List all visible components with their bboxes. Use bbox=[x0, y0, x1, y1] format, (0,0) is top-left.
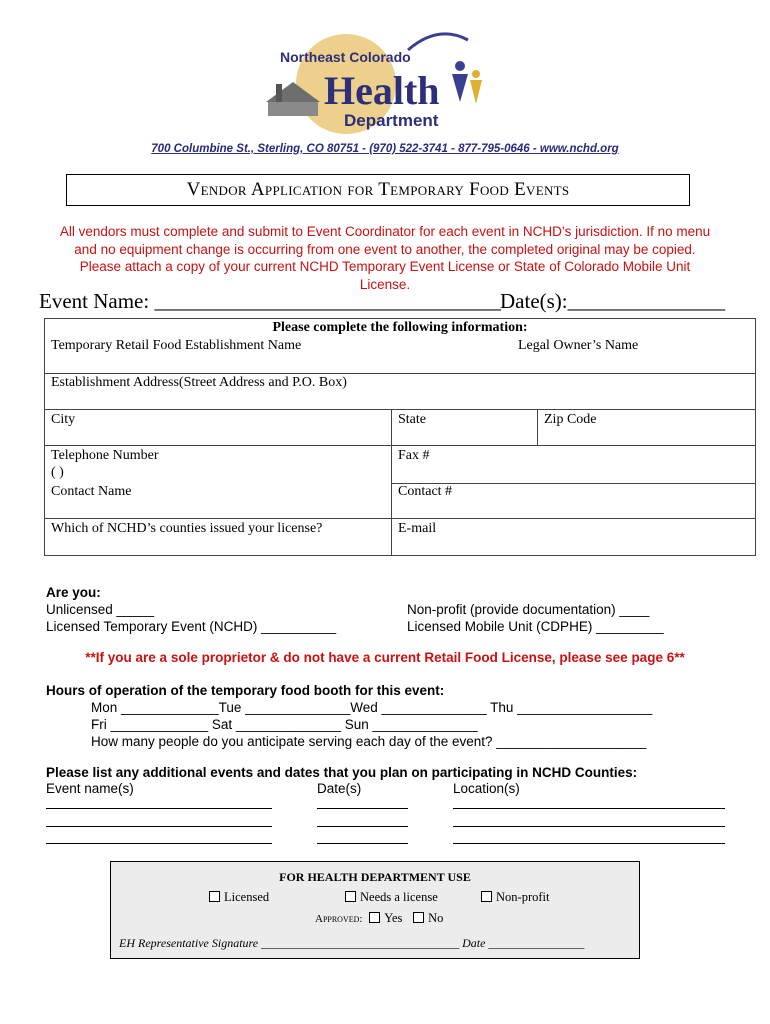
unlicensed-option[interactable]: Unlicensed _____ bbox=[46, 602, 155, 617]
fax-label[interactable]: Fax # bbox=[398, 448, 430, 463]
hd-licensed-label: Licensed bbox=[224, 890, 270, 904]
hd-no-label: No bbox=[428, 911, 444, 925]
hours-heading: Hours of operation of the temporary food booth for this event: bbox=[46, 683, 445, 698]
telephone-paren: ( ) bbox=[51, 465, 64, 480]
logo-figure-head-1 bbox=[455, 61, 465, 71]
logo-text-line1: Northeast Colorado bbox=[280, 49, 411, 65]
health-dept-use-box bbox=[110, 861, 640, 959]
form-title: Vendor Application for Temporary Food Events bbox=[66, 174, 690, 206]
checkbox-icon[interactable] bbox=[209, 891, 220, 902]
event-date-line[interactable] bbox=[317, 808, 408, 809]
contact-name-label[interactable]: Contact Name bbox=[51, 484, 132, 499]
intro-line-4: License. bbox=[359, 276, 411, 292]
event-name-line[interactable] bbox=[46, 808, 272, 809]
logo-figure-body-2 bbox=[470, 80, 482, 104]
licensed-temp-option[interactable]: Licensed Temporary Event (NCHD) __________ bbox=[46, 619, 337, 634]
event-name-line[interactable] bbox=[46, 826, 272, 827]
logo-figure-head-2 bbox=[472, 70, 480, 78]
intro-text bbox=[40, 223, 730, 293]
event-location-line[interactable] bbox=[453, 808, 725, 809]
hd-signature-line[interactable]: EH Representative Signature _________________________________ Date ________________ bbox=[119, 936, 585, 950]
checkbox-icon[interactable] bbox=[413, 912, 424, 923]
are-you-section-right bbox=[407, 601, 664, 635]
row-divider bbox=[45, 409, 755, 410]
sole-proprietor-note: **If you are a sole proprietor & do not have a current Retail Food License, please see page 6** bbox=[85, 650, 685, 665]
row-divider bbox=[45, 518, 755, 519]
row-divider bbox=[45, 373, 755, 374]
intro-line-3: Please attach a copy of your current NCHD Temporary Event License or State of Colorado Mobile Unit bbox=[79, 259, 691, 274]
zip-label[interactable]: Zip Code bbox=[544, 412, 597, 427]
email-label[interactable]: E-mail bbox=[398, 521, 437, 536]
checkbox-icon[interactable] bbox=[481, 891, 492, 902]
address-label[interactable]: Establishment Address(Street Address and P.O. Box) bbox=[51, 375, 347, 390]
info-table bbox=[44, 318, 756, 556]
intro-line-1: All vendors must complete and submit to Event Coordinator for each event in NCHD’s jurisdiction. If no menu bbox=[59, 224, 711, 239]
column-divider bbox=[391, 409, 392, 555]
logo-swoosh bbox=[408, 34, 468, 50]
intro-line-2: and no equipment change is occurring from one event to another, the completed original may be copied. bbox=[74, 241, 696, 257]
hd-needs-license-label: Needs a license bbox=[360, 890, 438, 904]
col-location: Location(s) bbox=[453, 781, 520, 796]
telephone-label[interactable]: Telephone Number bbox=[51, 448, 159, 463]
hd-heading: FOR HEALTH DEPARTMENT USE bbox=[279, 870, 471, 884]
event-date-line[interactable] bbox=[317, 826, 408, 827]
hd-approved-label: Approved: bbox=[315, 913, 363, 925]
hd-approved bbox=[315, 911, 443, 926]
licensed-mobile-option[interactable]: Licensed Mobile Unit (CDPHE) _________ bbox=[407, 619, 664, 634]
hd-yes-label: Yes bbox=[384, 911, 403, 925]
logo-text-line2: Health bbox=[324, 68, 440, 113]
event-location-line[interactable] bbox=[453, 843, 725, 844]
hours-row-2[interactable]: Fri _____________ Sat ______________ Sun ______________ bbox=[91, 717, 478, 732]
address-line[interactable]: 700 Columbine St., Sterling, CO 80751 - (970) 522-3741 - 877-795-0646 - www.nchd.org bbox=[151, 143, 619, 155]
state-label[interactable]: State bbox=[398, 412, 426, 427]
event-name-line[interactable] bbox=[46, 843, 272, 844]
nchd-logo bbox=[238, 22, 498, 134]
are-you-heading: Are you: bbox=[46, 585, 101, 600]
nonprofit-option[interactable]: Non-profit (provide documentation) ____ bbox=[407, 602, 650, 617]
contact-number-label[interactable]: Contact # bbox=[398, 484, 453, 499]
column-divider bbox=[537, 409, 538, 445]
col-dates: Date(s) bbox=[317, 781, 362, 796]
hd-non-profit[interactable] bbox=[481, 890, 549, 905]
are-you-section bbox=[46, 584, 336, 635]
event-name-field[interactable]: Event Name: _________________________________ bbox=[39, 289, 501, 313]
events-heading: Please list any additional events and dates that you plan on participating in NCHD Counties: bbox=[46, 765, 638, 780]
hours-row-1[interactable]: Mon _____________Tue ______________Wed ______________ Thu __________________ bbox=[91, 700, 653, 715]
city-label[interactable]: City bbox=[51, 412, 76, 427]
event-location-line[interactable] bbox=[453, 826, 725, 827]
event-date-line[interactable] bbox=[317, 843, 408, 844]
legal-owner-label[interactable]: Legal Owner’s Name bbox=[518, 338, 639, 353]
hd-non-profit-label: Non-profit bbox=[496, 890, 550, 904]
hours-row-3[interactable]: How many people do you anticipate serving each day of the event? ____________________ bbox=[91, 734, 647, 749]
logo-tower bbox=[276, 84, 282, 102]
row-divider bbox=[45, 445, 755, 446]
logo-building bbox=[268, 102, 318, 116]
hd-needs-license[interactable] bbox=[345, 890, 438, 905]
col-event-name: Event name(s) bbox=[46, 781, 134, 796]
hd-licensed[interactable] bbox=[209, 890, 269, 905]
counties-label[interactable]: Which of NCHD’s counties issued your license? bbox=[51, 521, 323, 536]
hours-fields bbox=[91, 699, 652, 750]
establishment-name-label[interactable]: Temporary Retail Food Establishment Name bbox=[51, 338, 302, 353]
checkbox-icon[interactable] bbox=[369, 912, 380, 923]
table-header: Please complete the following information: bbox=[272, 320, 528, 335]
dates-field[interactable]: Date(s):_______________ bbox=[500, 289, 726, 313]
logo-text-line3: Department bbox=[344, 111, 439, 130]
checkbox-icon[interactable] bbox=[345, 891, 356, 902]
logo-figure-body-1 bbox=[452, 74, 468, 102]
